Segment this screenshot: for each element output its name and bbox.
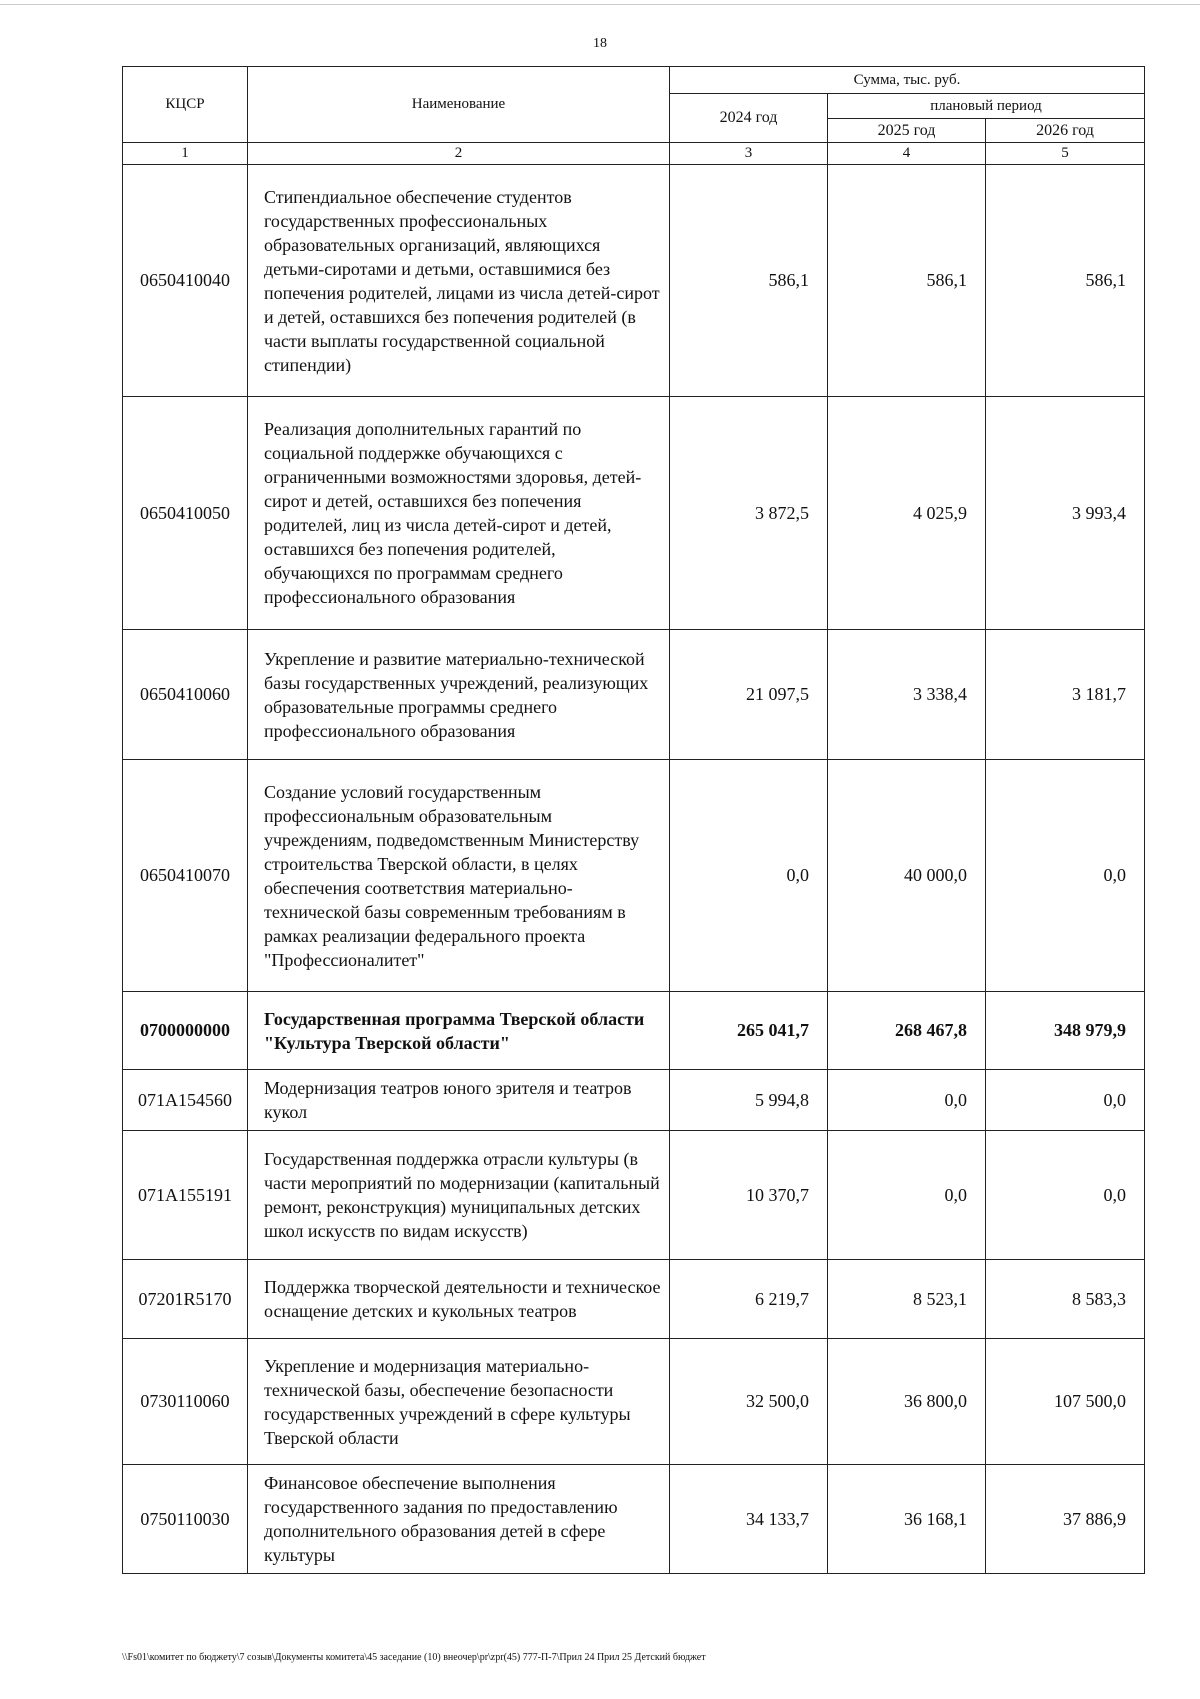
row-name: Модернизация театров юного зрителя и театров кукол [248, 1070, 670, 1131]
table-row [123, 630, 1145, 760]
row-value-2025: 3 338,4 [828, 630, 986, 760]
header-year-2026: 2026 год [986, 119, 1145, 143]
row-code: 0750110030 [123, 1465, 248, 1574]
row-name: Создание условий государственным профессиональным образовательным учреждениям, подведомственным Министерству строительства Тверской области, в целях обеспечения соответствия материально-технической базы современным требованиям в рамках реализации федерального проекта "Профессионалитет" [248, 760, 670, 992]
table-row [123, 760, 1145, 992]
row-value-2025: 40 000,0 [828, 760, 986, 992]
column-number: 1 [123, 143, 248, 165]
row-value-2026: 0,0 [986, 1131, 1145, 1260]
row-code: 071A155191 [123, 1131, 248, 1260]
row-code: 0650410040 [123, 165, 248, 397]
row-value-2026: 348 979,9 [986, 992, 1145, 1070]
row-value-2024: 21 097,5 [670, 630, 828, 760]
row-value-2025: 586,1 [828, 165, 986, 397]
row-value-2024: 5 994,8 [670, 1070, 828, 1131]
row-code: 0700000000 [123, 992, 248, 1070]
header-year-2024: 2024 год [670, 94, 828, 143]
scan-edge-line [0, 4, 1200, 5]
row-code: 0650410070 [123, 760, 248, 992]
header-year-2025: 2025 год [828, 119, 986, 143]
row-name: Укрепление и модернизация материально-технической базы, обеспечение безопасности государственных учреждений в сфере культуры Тверской области [248, 1339, 670, 1465]
row-value-2026: 107 500,0 [986, 1339, 1145, 1465]
table-row [123, 1465, 1145, 1574]
row-value-2025: 8 523,1 [828, 1260, 986, 1339]
row-value-2024: 3 872,5 [670, 397, 828, 630]
row-value-2025: 0,0 [828, 1131, 986, 1260]
row-name: Реализация дополнительных гарантий по социальной поддержке обучающихся с ограниченными возможностями здоровья, детей-сирот и детей, оставшихся без попечения родителей, лиц из числа детей-сирот и детей, оставшихся без попечения родителей, обучающихся по программам среднего профессионального образования [248, 397, 670, 630]
row-code: 0730110060 [123, 1339, 248, 1465]
column-number: 4 [828, 143, 986, 165]
row-value-2026: 37 886,9 [986, 1465, 1145, 1574]
table-row [123, 1260, 1145, 1339]
table-body [123, 165, 1145, 1574]
header-code: КЦСР [123, 67, 248, 143]
row-value-2024: 32 500,0 [670, 1339, 828, 1465]
row-value-2025: 36 800,0 [828, 1339, 986, 1465]
row-name: Укрепление и развитие материально-технической базы государственных учреждений, реализующих образовательные программы среднего профессионального образования [248, 630, 670, 760]
row-value-2025: 0,0 [828, 1070, 986, 1131]
column-number: 5 [986, 143, 1145, 165]
row-name: Государственная программа Тверской области "Культура Тверской области" [248, 992, 670, 1070]
row-value-2025: 36 168,1 [828, 1465, 986, 1574]
row-code: 07201R5170 [123, 1260, 248, 1339]
row-name: Государственная поддержка отрасли культуры (в части мероприятий по модернизации (капитальный ремонт, реконструкция) муниципальных детских школ искусств по видам искусств) [248, 1131, 670, 1260]
page-number: 18 [593, 36, 607, 51]
row-value-2025: 4 025,9 [828, 397, 986, 630]
row-value-2024: 586,1 [670, 165, 828, 397]
table-row [123, 1339, 1145, 1465]
header-name: Наименование [248, 67, 670, 143]
row-value-2026: 3 181,7 [986, 630, 1145, 760]
table-header [123, 67, 1145, 165]
column-number: 3 [670, 143, 828, 165]
column-numbers-row [123, 143, 1145, 165]
row-name: Финансовое обеспечение выполнения государственного задания по предоставлению дополнительного образования детей в сфере культуры [248, 1465, 670, 1574]
row-code: 071A154560 [123, 1070, 248, 1131]
row-name: Поддержка творческой деятельности и техническое оснащение детских и кукольных театров [248, 1260, 670, 1339]
row-value-2024: 34 133,7 [670, 1465, 828, 1574]
footer-file-path: \\Fs01\комитет по бюджету\7 созыв\Документы комитета\45 заседание (10) внеочер\pr\zpr(45) 777-П-7\Прил 24 Прил 25 Детский бюджет [122, 1652, 706, 1663]
column-number: 2 [248, 143, 670, 165]
row-value-2026: 586,1 [986, 165, 1145, 397]
table-row [123, 1131, 1145, 1260]
header-sum: Сумма, тыс. руб. [670, 67, 1145, 94]
row-code: 0650410050 [123, 397, 248, 630]
row-value-2024: 6 219,7 [670, 1260, 828, 1339]
row-value-2024: 0,0 [670, 760, 828, 992]
row-value-2024: 10 370,7 [670, 1131, 828, 1260]
row-value-2026: 8 583,3 [986, 1260, 1145, 1339]
row-name: Стипендиальное обеспечение студентов государственных профессиональных образовательных организаций, являющихся детьми-сиротами и детьми, оставшимися без попечения родителей, лицами из числа детей-сирот и детей, оставшихся без попечения родителей (в части выплаты государственной социальной стипендии) [248, 165, 670, 397]
row-value-2024: 265 041,7 [670, 992, 828, 1070]
row-code: 0650410060 [123, 630, 248, 760]
table-row [123, 1070, 1145, 1131]
row-value-2026: 0,0 [986, 1070, 1145, 1131]
table-row-program-total [123, 992, 1145, 1070]
table-row [123, 165, 1145, 397]
table-row [123, 397, 1145, 630]
row-value-2025: 268 467,8 [828, 992, 986, 1070]
budget-table [122, 66, 1145, 1574]
header-planned-period: плановый период [828, 94, 1145, 119]
row-value-2026: 0,0 [986, 760, 1145, 992]
row-value-2026: 3 993,4 [986, 397, 1145, 630]
